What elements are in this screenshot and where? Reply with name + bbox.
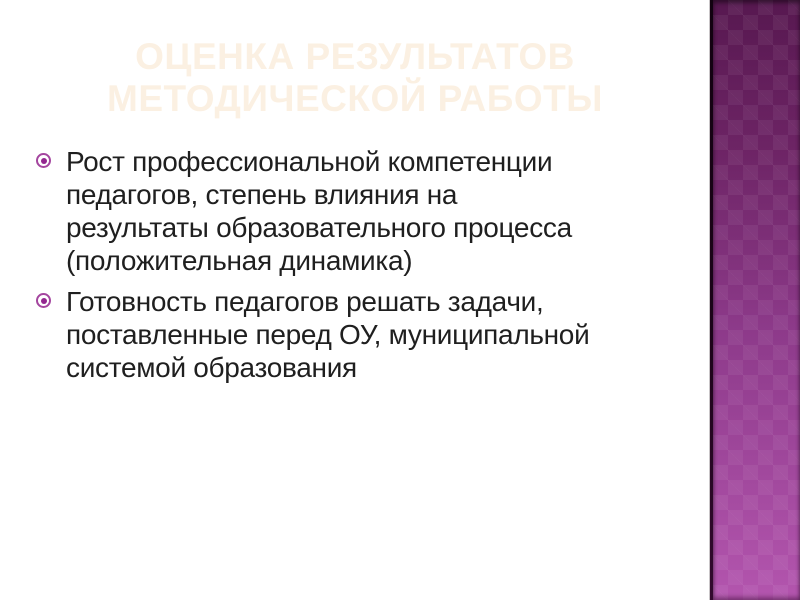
bullet-text-line: результаты образовательного процесса [66, 212, 572, 243]
decorative-side-band [713, 0, 800, 600]
bullet-text-line: системой образования [66, 352, 357, 383]
fisheye-bullet-icon [36, 293, 51, 308]
bullet-text [66, 285, 685, 384]
bullet-text-line: (положительная динамика) [66, 245, 413, 276]
bullet-text-line: педагогов, степень влияния на [66, 179, 458, 210]
bullet-dot [41, 158, 47, 164]
list-item [30, 285, 685, 384]
bullet-text-line: Рост профессиональной компетенции [66, 146, 553, 177]
fisheye-bullet-icon [36, 153, 51, 168]
slide-title [0, 36, 710, 120]
list-item [30, 145, 685, 277]
bullet-list [30, 145, 685, 384]
bullet-text [66, 145, 685, 277]
bullet-text-line: поставленные перед ОУ, муниципальной [66, 319, 590, 350]
slide-title-line-2: МЕТОДИЧЕСКОЙ РАБОТЫ [107, 78, 603, 119]
bullet-text-line: Готовность педагогов решать задачи, [66, 286, 544, 317]
bullet-dot [41, 298, 47, 304]
slide-title-line-1: ОЦЕНКА РЕЗУЛЬТАТОВ [135, 36, 575, 77]
